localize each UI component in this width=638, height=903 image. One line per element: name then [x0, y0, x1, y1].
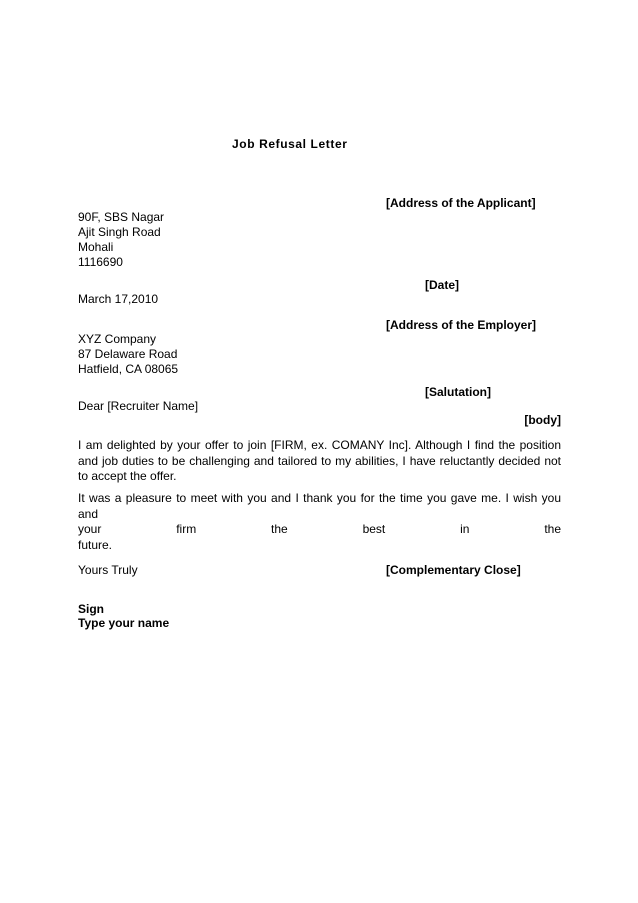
letter-date: March 17,2010: [78, 292, 159, 306]
employer-address-line: 87 Delaware Road: [78, 347, 178, 361]
employer-address-label: [Address of the Employer]: [386, 318, 537, 332]
applicant-address-line: 90F, SBS Nagar: [78, 210, 165, 224]
applicant-address-line: Mohali: [78, 240, 114, 254]
closing-label: [Complementary Close]: [386, 563, 521, 577]
sign-line: Sign: [78, 602, 104, 616]
applicant-address-label: [Address of the Applicant]: [386, 196, 536, 210]
body-label: [body]: [524, 413, 561, 427]
salutation-label: [Salutation]: [425, 385, 491, 399]
body-paragraph-2: [78, 491, 561, 553]
type-name-line: Type your name: [78, 616, 170, 630]
employer-address-line: XYZ Company: [78, 332, 157, 346]
body-paragraph-2-line: It was a pleasure to meet with you and I thank you for the time you gave me. I wish you and: [78, 491, 561, 521]
body-paragraph-1: I am delighted by your offer to join [FIRM, ex. COMANY Inc]. Although I find the position and job duties to be challenging and tailored to my abilities, I have reluctantly decided not to accept the offer.: [78, 438, 561, 483]
applicant-address-line: 1116690: [78, 255, 123, 269]
date-label: [Date]: [425, 278, 460, 292]
body-paragraph-2-line: your firm the best in the future.: [78, 522, 561, 552]
applicant-address-line: Ajit Singh Road: [78, 225, 161, 239]
salutation: Dear [Recruiter Name]: [78, 399, 199, 413]
letter-title: Job Refusal Letter: [232, 137, 348, 151]
employer-address-line: Hatfield, CA 08065: [78, 362, 179, 376]
closing: Yours Truly: [78, 563, 138, 577]
